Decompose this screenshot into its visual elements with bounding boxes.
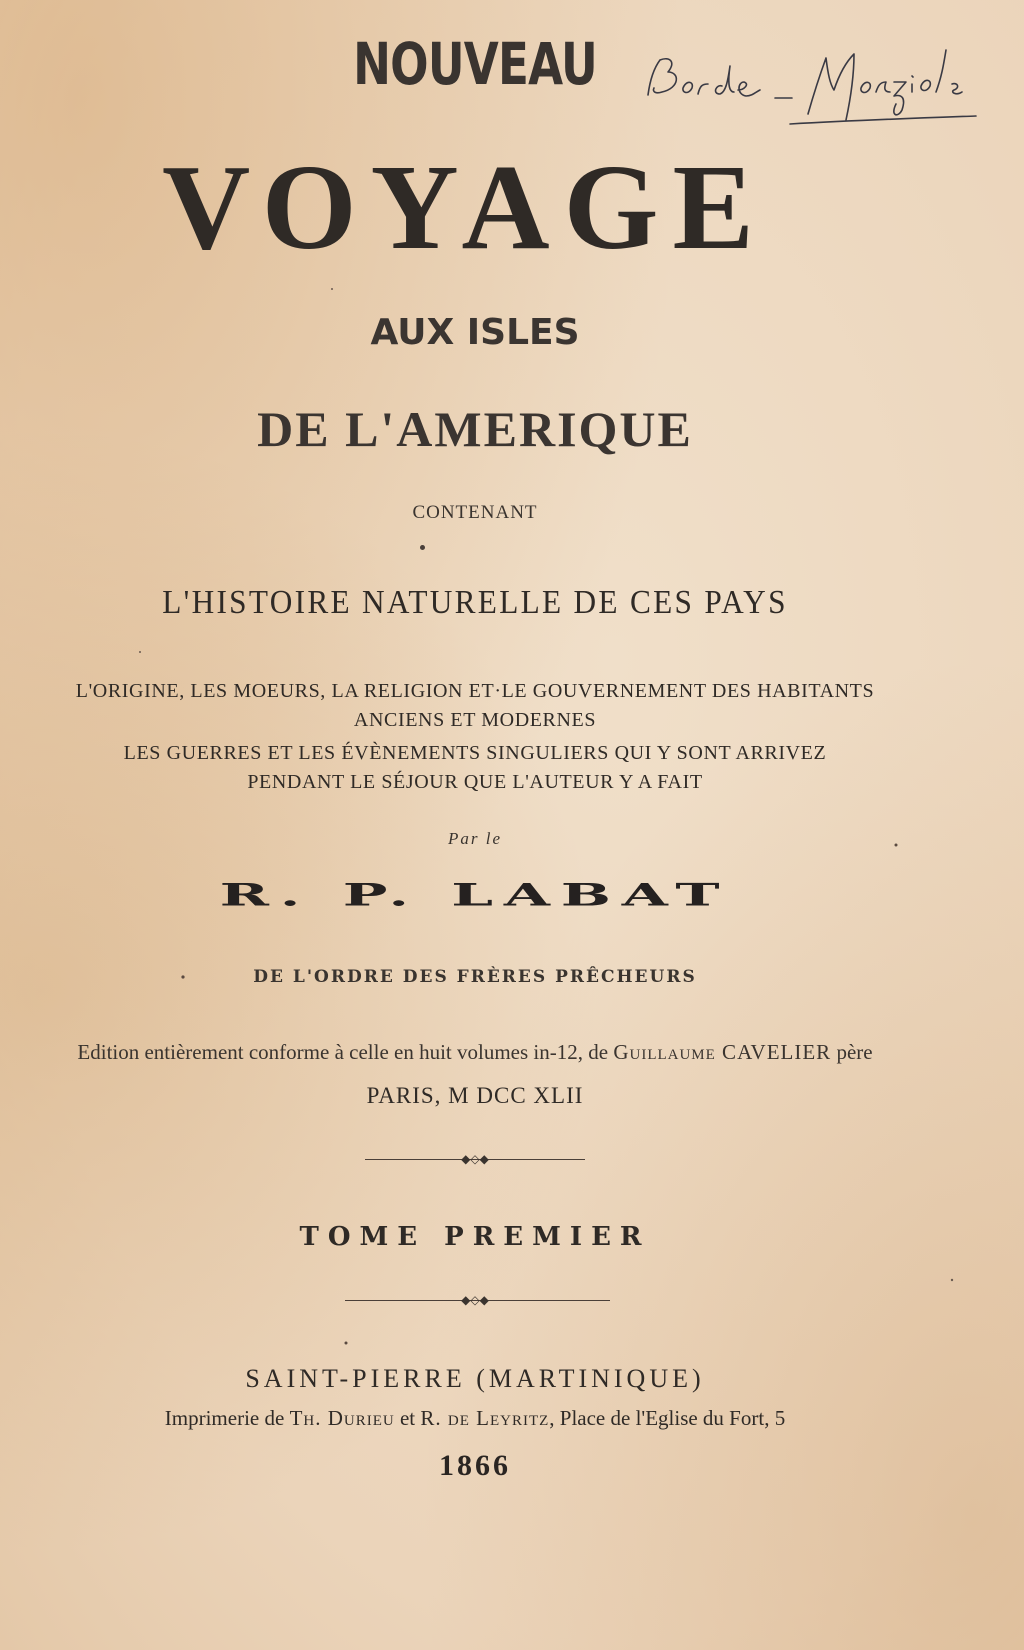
author-order: DE L'ORDRE DES FRÈRES PRÊCHEURS [253,967,697,987]
ornament-center: ◆◇◆ [461,1152,489,1166]
printer-text-mid: et [394,1406,421,1430]
subtitle-line: ANCIENS ET MODERNES [353,709,597,731]
edition-text-end: père [831,1040,873,1064]
volume-label: TOME PREMIER [299,1222,651,1252]
title-nouveau: NOUVEAU [353,30,597,98]
printer-name-1: Th. Durieu [289,1406,395,1430]
subtitle-line: L'ORIGINE, LES MOEURS, LA RELIGION ET·LE GOUVERNEMENT DES HABITANTS [75,680,875,702]
ornament-center: ◆◇◆ [461,1293,489,1307]
publisher-name: Guillaume CAVELIER [613,1040,832,1064]
title-aux-isles: AUX ISLES [370,312,580,353]
subtitle-line: PENDANT LE SÉJOUR QUE L'AUTEUR Y A FAIT [247,771,703,793]
par-le: Par le [447,829,503,848]
title-voyage: VOYAGE [162,140,768,275]
author-name: R. P. LABAT [219,877,731,914]
imprint-place: SAINT-PIERRE (MARTINIQUE) [245,1364,705,1393]
printer-name-2: R. de Leyritz [420,1406,550,1430]
edition-text: Edition entièrement conforme à celle en huit volumes in-12, de [77,1040,614,1064]
title-amerique: DE L'AMERIQUE [257,401,693,457]
contenant-label: CONTENANT [412,502,538,523]
publication-year: 1866 [439,1449,511,1482]
printer-text: Imprimerie de [164,1406,290,1430]
subtitle-line: LES GUERRES ET LES ÉVÈNEMENTS SINGULIERS QUI Y SONT ARRIVEZ [123,742,827,764]
original-edition-place-date: PARIS, M DCC XLII [366,1083,584,1108]
subtitle-histoire: L'HISTOIRE NATURELLE DE CES PAYS [162,584,788,621]
printer-address: , Place de l'Eglise du Fort, 5 [549,1406,786,1430]
